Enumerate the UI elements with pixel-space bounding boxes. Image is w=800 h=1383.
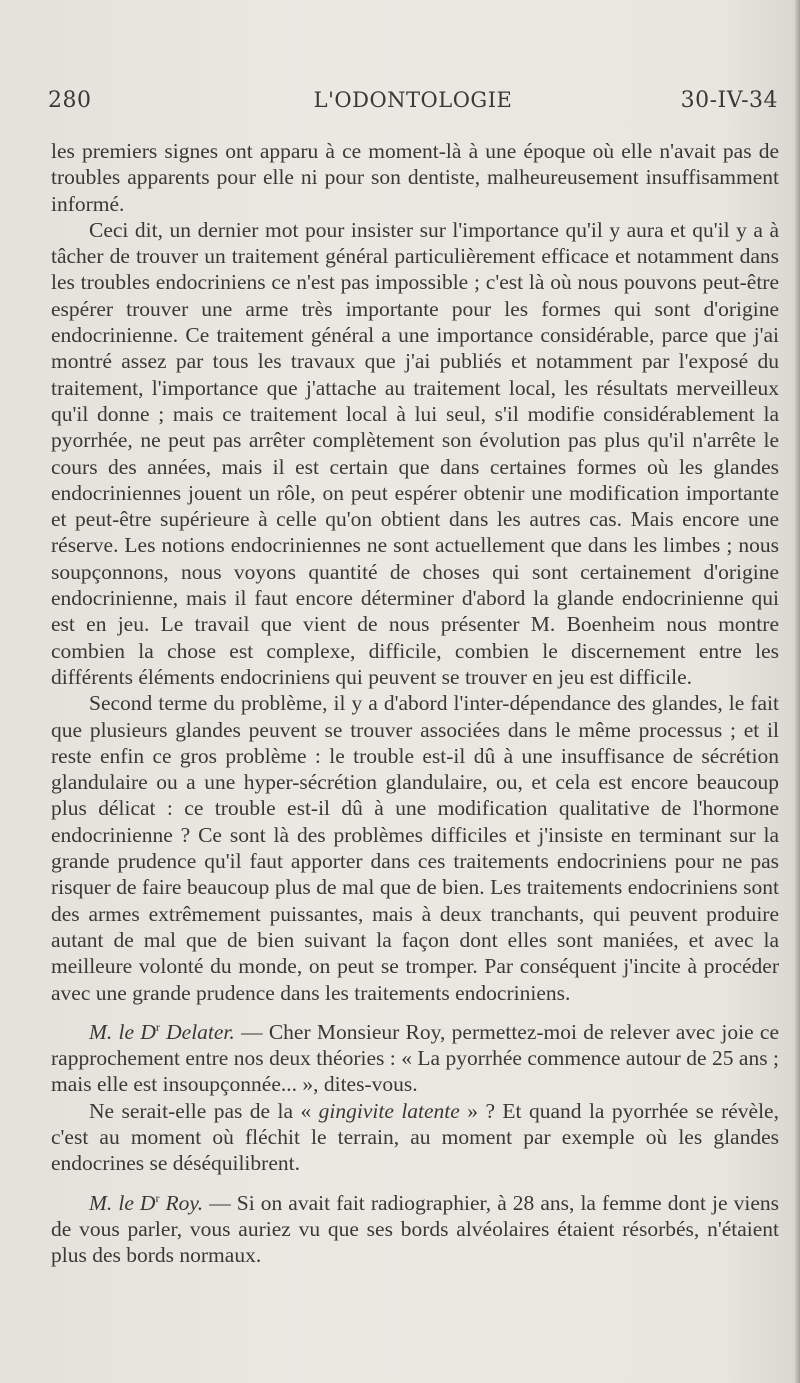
journal-title: L'ODONTOLOGIE <box>313 88 513 112</box>
paragraph-continued: les premiers signes ont apparu à ce moment-là à une époque où elle n'avait pas de troubles apparents pour elle ni pour son dentiste, malheureusement insuffisamment informé. <box>51 139 779 216</box>
paragraph-delater: M. le $D^r$ Delater. — Cher Monsieur Roy, permettez-moi de relever avec joie ce rapprochement entre nos deux théories : « La pyorrhée commence autour de 25 ans ; mais elle est insoupçonnée... », dites-vous. <box>51 1019 779 1097</box>
speaker-roy: M. le $D^r$ Roy. <box>89 1190 204 1215</box>
speaker-delater: M. le $D^r$ Delater. <box>89 1019 235 1044</box>
page-edge-shadow <box>794 0 800 1383</box>
page-number: 280 <box>48 88 92 113</box>
paragraph-gingivite: Ne serait-elle pas de la « gingivite latente » ? Et quand la pyorrhée se révèle, c'est au moment où fléchit le terrain, au moment par exemple où les glandes endocrines se déséquilibrent. <box>51 1098 779 1176</box>
body-text <box>51 138 779 1268</box>
running-header <box>48 88 778 118</box>
paragraph-roy: M. le $D^r$ Roy. — Si on avait fait radiographier, à 28 ans, la femme dont je viens de vous parler, vous auriez vu que ses bords alvéolaires étaient résorbés, n'étaient plus des bords normaux. <box>51 1190 780 1268</box>
paragraph-second-term: Second terme du problème, il y a d'abord l'inter-dépendance des glandes, le fait que plusieurs glandes peuvent se trouver associées dans le même processus ; et il reste enfin ce gros problème : le trouble est-il dû à une insuffisance de sécrétion glandulaire ou a une hyper-sécrétion glandulaire, ou, et cela est encore beaucoup plus délicat : ce trouble est-il dû à une modification qualitative de l'hormone endocrinienne ? Ce sont là des problèmes difficiles et j'insiste en terminant sur la grande prudence qu'il faut apporter dans ces traitements endocriniens pour ne pas risquer de faire beaucoup plus de mal que de bien. Les traitements endocriniens sont des armes extrêmement puissantes, mais à deux tranchants, qui peuvent produire autant de mal que de bien suivant la façon dont elles sont maniées, et avec la meilleure volonté du monde, on peut se tromper. Par conséquent j'incite à procéder avec une grande prudence dans les traitements endocriniens. <box>51 691 779 1005</box>
issue-date: 30-IV-34 <box>680 88 778 113</box>
paragraph-endocrine-treatment: Ceci dit, un dernier mot pour insister sur l'importance qu'il y aura et qu'il y a à tâcher de trouver un traitement général particulièrement efficace et notamment dans les troubles endocriniens ce n'est pas impossible ; c'est là où nous pouvons peut-être espérer trouver une arme très importante pour les formes qui sont d'origine endocrinienne. Ce traitement général a une importance considérable, parce que j'ai montré assez par tous les travaux que j'ai publiés et notamment par l'exposé du traitement, l'importance que j'attache au traitement local, les résultats merveilleux qu'il donne ; mais ce traitement local à lui seul, s'il modifie considérablement la pyorrhée, ne peut pas arrêter complètement son évolution pas plus qu'il n'arrête le cours des années, mais il est certain que dans certaines formes où les glandes endocriniennes jouent un rôle, on peut espérer obtenir une modification importante et peut-être supérieure à celle qu'on obtient dans les autres cas. Mais encore une réserve. Les notions endocriniennes ne sont actuellement que dans les limbes ; nous soupçonnons, nous voyons quantité de choses qui sont certainement d'origine endocrinienne, mais il faut encore déterminer d'abord la glande endocrinienne qui est en jeu. Le travail que vient de nous présenter M. Boenheim nous montre combien la chose est complexe, difficile, combien le discernement entre les différents éléments endocriniens qui peuvent se trouver en jeu est difficile. <box>51 217 779 689</box>
